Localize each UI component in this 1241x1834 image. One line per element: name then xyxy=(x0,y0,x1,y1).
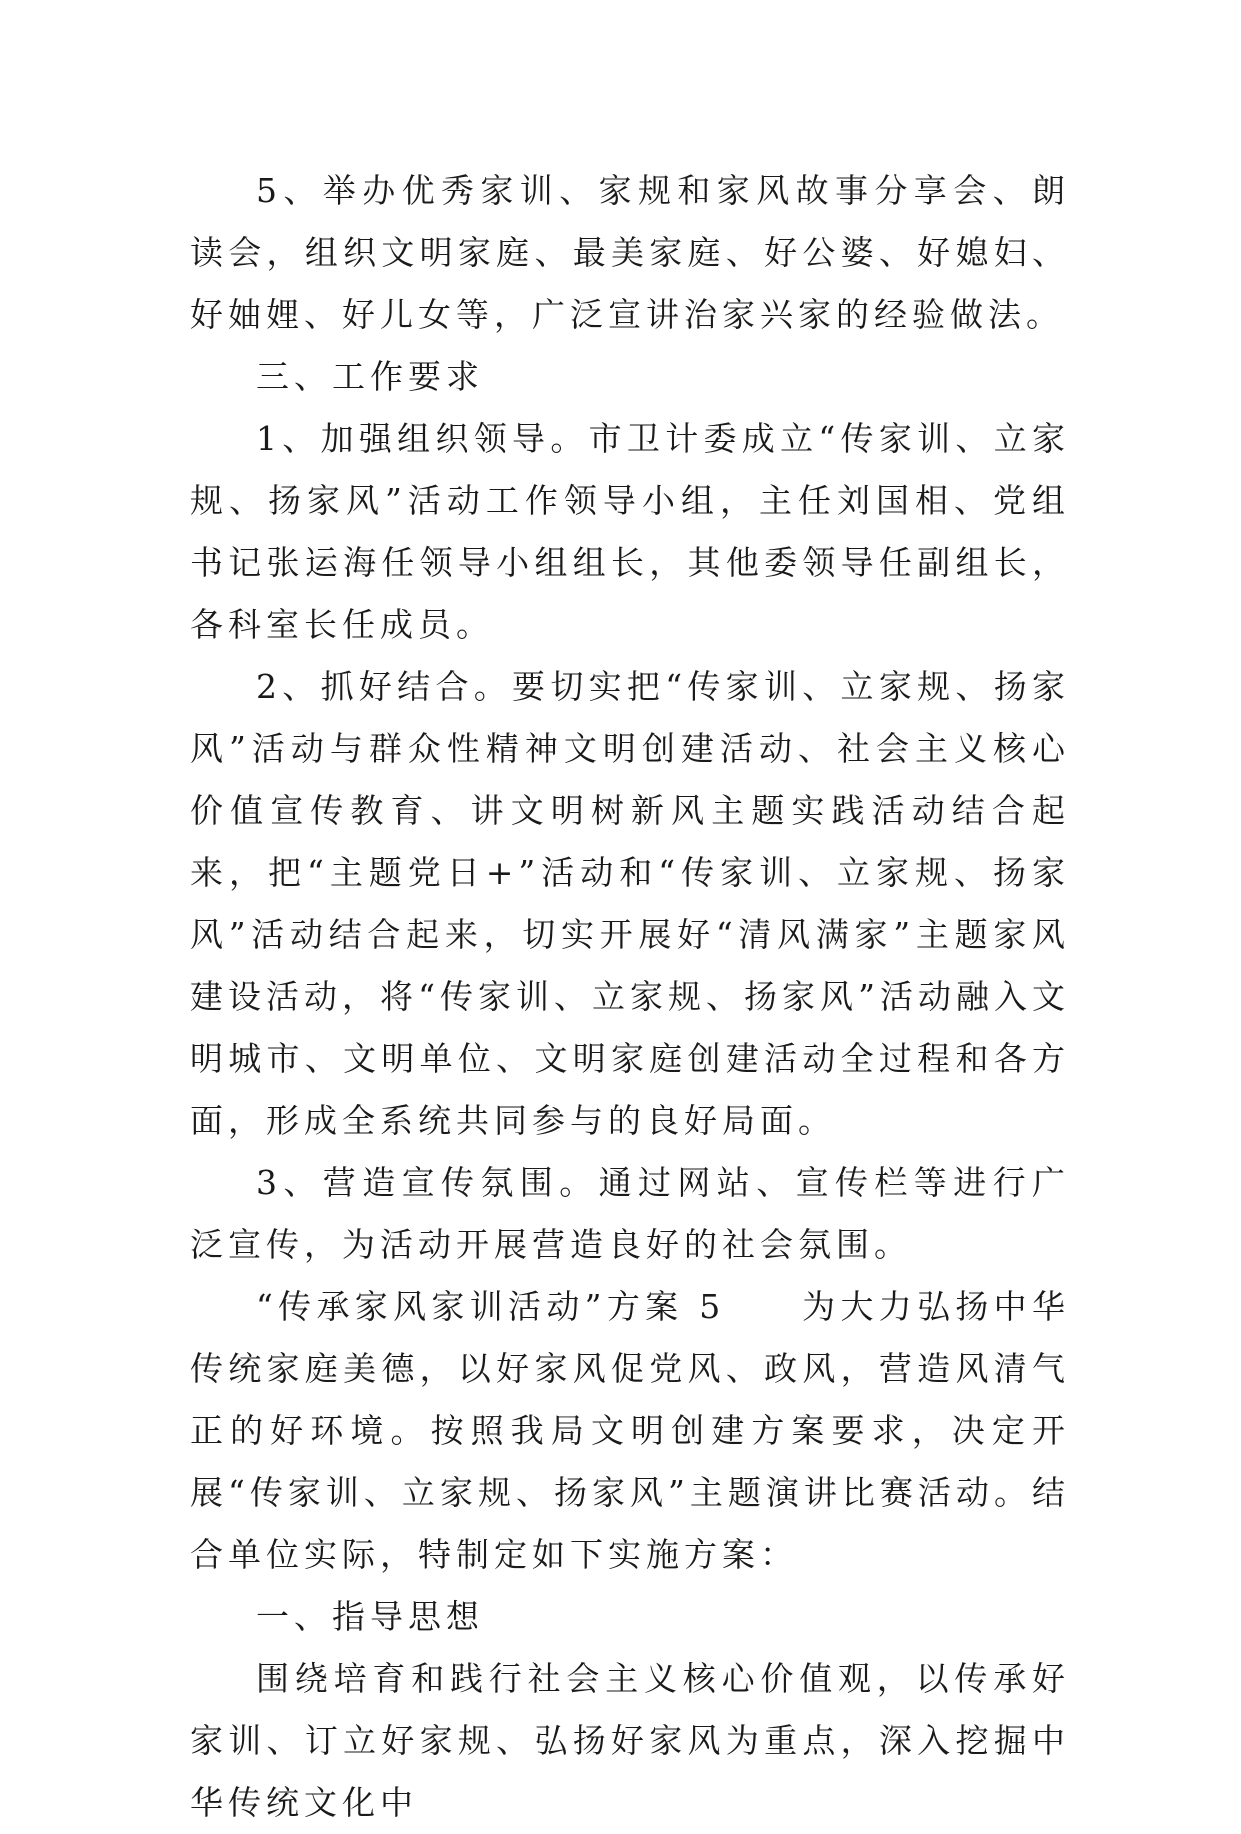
section-heading-guiding-ideology: 一、指导思想 xyxy=(256,1597,484,1636)
paragraph-plan-5-intro: “传承家风家训活动”方案 5 为大力弘扬中华传统家庭美德，以好家风促党风、政风，营造风清气正的好环境。按照我局文明创建方案要求，决定开展“传家训、立家规、扬家风”主题演讲比赛活动。结合单位实际，特制定如下实施方案： xyxy=(190,1287,1070,1574)
paragraph-publicity-atmosphere: 3、营造宣传氛围。通过网站、宣传栏等进行广泛宣传，为活动开展营造良好的社会氛围。 xyxy=(190,1163,1070,1264)
paragraph-guiding-ideology-body: 围绕培育和践行社会主义核心价值观，以传承好家训、订立好家规、弘扬好家风为重点，深入挖掘中华传统文化中 xyxy=(190,1659,1070,1822)
paragraph-combine-activities: 2、抓好结合。要切实把“传家训、立家规、扬家风”活动与群众性精神文明创建活动、社会主义核心价值宣传教育、讲文明树新风主题实践活动结合起来，把“主题党日+”活动和“传家训、立家规、扬家风”活动结合起来，切实开展好“清风满家”主题家风建设活动，将“传家训、立家规、扬家风”活动融入文明城市、文明单位、文明家庭创建活动全过程和各方面，形成全系统共同参与的良好局面。 xyxy=(190,667,1070,1140)
paragraph-item-5-activity: 5、举办优秀家训、家规和家风故事分享会、朗读会，组织文明家庭、最美家庭、好公婆、好媳妇、好妯娌、好儿女等，广泛宣讲治家兴家的经验做法。 xyxy=(190,171,1070,334)
document-body xyxy=(190,160,1070,1834)
paragraph-strengthen-leadership: 1、加强组织领导。市卫计委成立“传家训、立家规、扬家风”活动工作领导小组，主任刘国相、党组书记张运海任领导小组组长，其他委领导任副组长，各科室长任成员。 xyxy=(190,419,1070,644)
section-heading-work-requirements: 三、工作要求 xyxy=(256,357,484,396)
